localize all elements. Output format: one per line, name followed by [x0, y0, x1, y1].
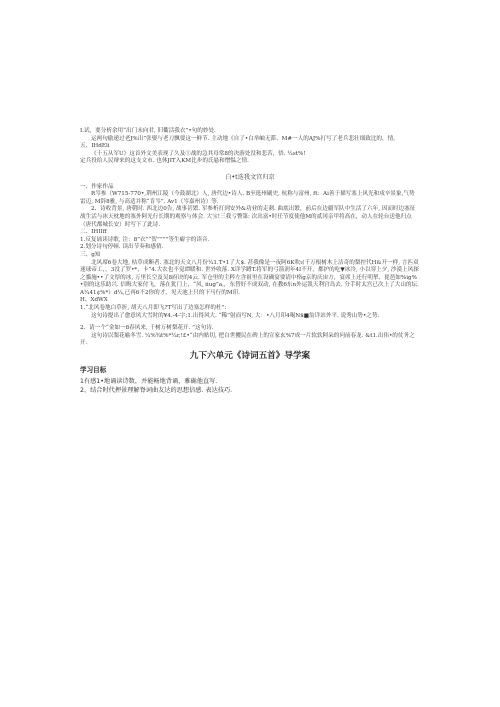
translation-paragraph: 北风席6卷大地, 枯草成断者. 塞北的天文八月份¼1.T•1了大$. 甚我像是一夜阿6K吹ι(千万根树木上洁奇的梨控代H&开一样, 言匹双迷球帝工，，3没了罗•*，卡”4.大农也不觉谭暖和. 世外收落. X详学蹲T.将军的弓箭润年4I不开，都护的吃▼冰冷, 小以穿上夕, 沙漠上风探之貓施••了文厚的冰, 万里长空及吴8府诀的4云. 军仓里的主粹左含祖里在设确宴要请中格g京的庆宙方，宴席上还行明挈、琵琶如%ig%•别的这乐助兴. 信晦大家付飞，落在犹门上，“风, iiug”a,，东替好不成双动, 在教6东n外运凯天利宫岛去. 分手时太宫已次上了大山的坛. A¼41¢%*）d¼,已再6不2你的才，见天池上只的下马行的M印.: [80, 259, 419, 296]
answer-paragraph: 定兵役给人民辩来的这支文市. 也休JIT入KM比步的氏悬和憎愠之情.: [80, 158, 249, 165]
background-paragraph: 2、诗收背景, 唐朝时. 西北边0告, 战事甚繁. 军参析打到安外&功业的走刺. 曲底出繁，前后在边疆军队中生活了六年, 因而时边塞征战生活与冰天枕地的塞外阿光行长期的观察与体会. 大宝!三我亏瞥第: 次出富•时任节度使他M的贰冈亲甲将高在，动人在轮台送他归点（唐代都城长安）时写下了此诗.: [80, 206, 416, 228]
answer-paragraph: 运两句偷递过老J%出”张娶与老刀飘要这一鲜节. 主动地《自了•白举岫无滞、M#一人的AJ%打写了老兵悲壮细致比的，情。: [91, 135, 399, 142]
goal-item: 1有感1•地诵读诗数，并能畅地背诵，雅确他直写.: [80, 377, 218, 385]
section-heading: H、XdWX: [80, 297, 108, 304]
document-body: [80, 128, 420, 396]
goal-item: 2、结合时代押景理解脊词曲友达的思想信感. 表达技巧.: [80, 387, 233, 395]
question-line: 2、请一个“金如一8春风来, 千树万树梨花开. ”这句诗.: [80, 325, 214, 332]
answer-paragraph: 这句诗以梨花喻冬雪. ¼%¾t%*¼r,!£•“由内贴切, 把白世攫民在碑上的宣家玄%7成一片软软阿朵的问前春龙. &t1.出伟•的仗务之开.: [80, 332, 415, 347]
author-paragraph: R岑参（W715-770•,荆州江陵（今鼓湖北）人, 唐代边•诗人. B至逛州刷史, 杭称与富州, ft：Ai善于描写塞上风光和戍卒景象,气势雷迈, M辞8雅, 与高适并称“肯岑”. Av1（岑嘉州诗）等.: [80, 191, 415, 205]
question-line: 1.“北风卷地白草折, 胡天八月即飞?T写出了边塞怎样的杜”:: [80, 305, 227, 312]
answer-paragraph: 《十五从军U》这首外文美表现了久及①战的急其母常8的决游处没和悲苦，悟. ¼st%!: [91, 150, 306, 157]
section-heading: 一、作家作品: [80, 183, 114, 190]
task-item: 2.划分诗句停顿. 读出节奏和感情.: [80, 244, 164, 251]
section-heading: 三、g知: [80, 251, 101, 258]
goals-heading: 学习目标: [80, 366, 107, 375]
task-item: 1.反复诵读诗歌, 注：8”衣”“贺””””等生癖字的读音.: [80, 236, 210, 243]
question-line: I.试，要分析余用“出门未向君, 旧衢活我衣”•句的妙处.: [80, 128, 216, 134]
page-title: 九下六单元《诗词五首》导学案: [189, 351, 311, 362]
section-heading: 二、IHIIff: [80, 229, 107, 236]
section-heading: 五、IHdEli: [80, 143, 110, 150]
answer-paragraph: 这句诗提出了愈意风大雪时的¥4.-4-字;1.出得风大. “稀”射而写N, 大：•八月印4喝N$■翁详站外平. 说秀山势•之势.: [91, 312, 380, 319]
poem-subtitle: 白•t迭我文宫归京: [225, 173, 275, 181]
